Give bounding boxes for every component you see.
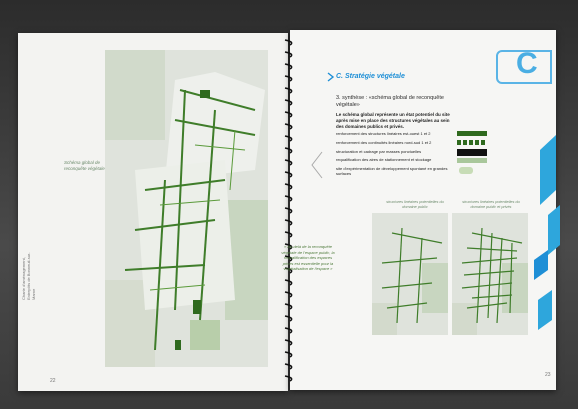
legend-swatch-ns xyxy=(457,140,487,145)
mini-map-caption-2: structures linéaires potentielles du domaine public et privés xyxy=(462,200,520,209)
legend-item: renforcement des structures linéaires est-ouest 1 et 2 xyxy=(336,131,431,136)
left-page-number: 22 xyxy=(50,378,56,384)
legend-swatch-parking xyxy=(457,158,487,163)
legend-swatch-masses xyxy=(457,149,487,156)
chevron-icon xyxy=(326,72,336,82)
section-letter: C xyxy=(516,47,538,80)
section-title: C. Stratégie végétale xyxy=(336,73,405,80)
map-caption: Schéma global de reconquête végétale xyxy=(64,160,105,171)
legend-item: site d'expérimentation de développement spontané en grandes surfaces xyxy=(336,166,448,176)
legend-swatch-ew xyxy=(457,131,487,136)
legend-item: requalification des aires de stationnement et stockage xyxy=(336,157,432,162)
right-page-number: 23 xyxy=(545,372,551,378)
chevrons-decoration xyxy=(308,150,328,180)
main-map xyxy=(105,50,268,367)
mini-map-caption-1: structures linéaires potentielles du domaine public xyxy=(386,200,444,209)
side-label: Charte d'aménagement, Entrepôts de Bonneuil-sur-Marne xyxy=(21,252,36,300)
mini-map-public xyxy=(372,213,448,335)
legend-item: structuration et cadrage par masses ponctuelles xyxy=(336,149,422,154)
pull-quote: « Au-delà de la reconquête végétale de l'espace public, la requalification des espaces privés est essentielle pour la végétalisation de l'espace » xyxy=(281,244,335,271)
legend-item: renforcement des continuités linéaires nord-sud 1 et 2 xyxy=(336,140,432,145)
right-page xyxy=(290,30,556,390)
mini-map-public-private xyxy=(452,213,528,335)
spiral-binding xyxy=(284,36,296,392)
intro-paragraph: Le schéma global représente un état potentiel du site après mise en place des structures végétales au sein des domaines publics et privés. xyxy=(336,112,450,129)
legend-swatch-spontaneous xyxy=(459,167,473,174)
section-subtitle: 3. synthèse : «schéma global de reconquête végétale» xyxy=(336,95,444,108)
